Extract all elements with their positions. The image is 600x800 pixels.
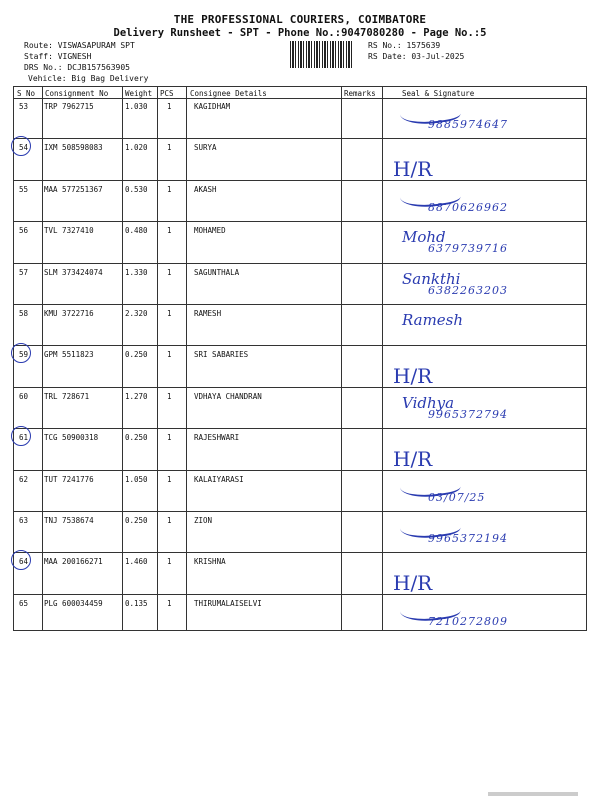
row-consignee-name: AKASH <box>194 184 217 194</box>
drs-text: DRS No.: DCJB157563905 <box>24 63 130 72</box>
row-pcs: 1 <box>167 350 172 360</box>
row-consignee-name: MOHAMED <box>194 226 226 236</box>
handwritten-phone-note: 6382263203 <box>428 283 508 297</box>
row-consignment-no: MAA 200166271 <box>44 557 103 567</box>
row-divider <box>13 511 587 512</box>
handwritten-hr-mark: H/R <box>393 364 433 389</box>
row-consignment-no: TCG 50900318 <box>44 433 99 443</box>
handwritten-phone-note: 03/07/25 <box>428 490 486 504</box>
staff-text: Staff: VIGNESH <box>24 52 92 61</box>
row-sno: 61 <box>19 433 29 443</box>
vehicle-text: Vehicle: Big Bag Delivery <box>28 74 149 83</box>
row-sno: 55 <box>19 184 29 194</box>
row-consignment-no: GPM 5511823 <box>44 350 94 360</box>
row-pcs: 1 <box>167 598 172 608</box>
col-header-consignment: Consignment No <box>45 89 109 98</box>
row-divider <box>13 304 587 305</box>
row-pcs: 1 <box>167 309 172 318</box>
row-divider <box>13 387 587 388</box>
row-divider <box>13 138 587 139</box>
row-weight: 1.050 <box>125 474 148 484</box>
row-sno: 56 <box>19 226 29 236</box>
row-weight: 1.270 <box>125 391 148 401</box>
handwritten-signature: Sankthi <box>402 269 461 288</box>
row-consignee-name: KALAIYARASI <box>194 474 244 484</box>
row-consignment-no: TRP 7962715 <box>44 102 94 111</box>
row-sno: 58 <box>19 309 29 318</box>
row-consignee-name: SURYA <box>194 143 217 153</box>
runsheet-table <box>13 86 587 631</box>
row-weight: 1.020 <box>125 143 148 153</box>
row-consignment-no: TUT 7241776 <box>44 474 94 484</box>
row-pcs: 1 <box>167 557 172 567</box>
row-consignee-name: VDHAYA CHANDRAN <box>194 391 262 401</box>
row-consignee-name: SAGUNTHALA <box>194 267 240 277</box>
col-header-weight: Weight <box>125 89 153 98</box>
runsheet-subtitle: Delivery Runsheet - SPT - Phone No.:9047080280 - Page No.:5 <box>113 27 487 39</box>
row-consignment-no: SLM 373424074 <box>44 267 103 277</box>
handwritten-hr-mark: H/R <box>393 571 433 596</box>
row-sno: 60 <box>19 391 29 401</box>
row-pcs: 1 <box>167 143 172 153</box>
handwritten-phone-note: 8870626962 <box>428 200 508 214</box>
row-divider <box>13 470 587 471</box>
handwritten-signature: Vidhya <box>402 393 455 412</box>
handwritten-phone-note: 9965372194 <box>428 532 508 545</box>
col-header-consignee: Consignee Details <box>190 89 267 98</box>
row-consignment-no: IXM 508598083 <box>44 143 103 153</box>
handwritten-phone-note: 7210272809 <box>428 614 508 628</box>
row-weight: 0.530 <box>125 184 148 194</box>
handwritten-hr-mark: H/R <box>393 447 433 472</box>
row-sno: 57 <box>19 267 29 277</box>
row-pcs: 1 <box>167 267 172 277</box>
row-weight: 0.250 <box>125 350 148 360</box>
row-consignment-no: MAA 577251367 <box>44 184 103 194</box>
row-consignee-name: THIRUMALAISELVI <box>194 598 262 608</box>
rs-number-text: RS No.: 1575639 <box>368 41 441 50</box>
row-consignee-name: RAJESHWARI <box>194 433 240 443</box>
rs-date-text: RS Date: 03-Jul-2025 <box>368 52 465 61</box>
row-weight: 0.135 <box>125 598 148 608</box>
row-weight: 1.460 <box>125 557 148 567</box>
row-consignment-no: TRL 728671 <box>44 391 90 401</box>
handwritten-phone-note: 9885974647 <box>428 118 508 131</box>
row-pcs: 1 <box>167 433 172 443</box>
runsheet-info-right <box>368 40 464 62</box>
row-pcs: 1 <box>167 102 172 111</box>
row-consignee-name: SRI SABARIES <box>194 350 249 360</box>
row-sno: 59 <box>19 350 29 360</box>
row-weight: 0.250 <box>125 433 148 443</box>
company-title: THE PROFESSIONAL COURIERS, COIMBATORE <box>173 13 427 26</box>
scan-artifact <box>488 792 578 796</box>
col-header-remarks: Remarks <box>344 89 376 98</box>
row-divider <box>13 345 587 346</box>
row-weight: 0.480 <box>125 226 148 236</box>
row-divider <box>13 552 587 553</box>
row-consignment-no: PLG 600034459 <box>44 598 103 608</box>
row-consignee-name: KAGIDHAM <box>194 102 231 111</box>
handwritten-phone-note: 9965372794 <box>428 407 508 421</box>
row-sno: 54 <box>19 143 29 153</box>
handwritten-phone-note: 6379739716 <box>428 242 508 256</box>
row-consignee-name: KRISHNA <box>194 557 226 567</box>
row-sno: 53 <box>19 102 29 111</box>
row-divider <box>13 263 587 264</box>
col-header-sno: S No <box>17 89 36 98</box>
row-consignee-name: ZION <box>194 516 213 525</box>
row-sno: 65 <box>19 598 29 608</box>
handwritten-hr-mark: H/R <box>393 157 433 182</box>
row-weight: 1.030 <box>125 102 148 111</box>
handwritten-signature: Ramesh <box>402 311 464 329</box>
barcode-image <box>290 41 352 68</box>
row-pcs: 1 <box>167 474 172 484</box>
row-consignment-no: TVL 7327410 <box>44 226 94 236</box>
row-sno: 63 <box>19 516 29 525</box>
row-consignee-name: RAMESH <box>194 309 222 318</box>
col-header-signature: Seal & Signature <box>402 89 475 98</box>
row-divider <box>13 221 587 222</box>
row-pcs: 1 <box>167 184 172 194</box>
row-consignment-no: KMU 3722716 <box>44 309 94 318</box>
row-divider <box>13 594 587 595</box>
row-weight: 2.320 <box>125 309 148 318</box>
row-pcs: 1 <box>167 226 172 236</box>
row-divider <box>13 180 587 181</box>
row-weight: 1.330 <box>125 267 148 277</box>
handwritten-signature: Mohd <box>402 228 446 247</box>
row-sno: 62 <box>19 474 29 484</box>
col-header-pcs: PCS <box>160 89 174 98</box>
route-text: Route: VISWASAPURAM SPT <box>24 41 135 50</box>
row-divider <box>13 428 587 429</box>
row-weight: 0.250 <box>125 516 148 525</box>
row-consignment-no: TNJ 7538674 <box>44 516 94 525</box>
row-pcs: 1 <box>167 391 172 401</box>
row-pcs: 1 <box>167 516 172 525</box>
row-sno: 64 <box>19 557 29 567</box>
runsheet-info-left <box>24 40 148 84</box>
